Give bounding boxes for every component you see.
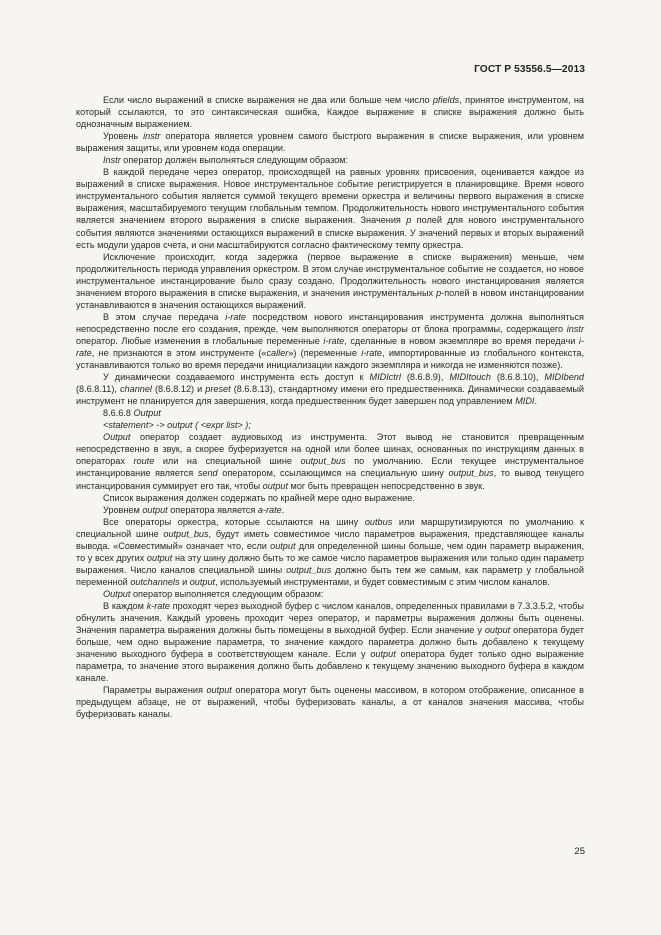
paragraph: Список выражения должен содержать по крайней мере одно выражение. — [103, 492, 415, 503]
paragraph: Instr оператор должен выполняться следующим образом: — [103, 155, 349, 166]
paragraph: Если число выражений в списке выражения не два или больше чем число pfields, принятое инструментом, на который ссылаются, то это синтаксическая ошибка, Каждое выражение в списке выражения должно быть однозначным выражением. — [76, 95, 584, 130]
paragraph: Output оператор создает аудиовыход из инструмента. Этот вывод не становится превращенным непосредственно в звук, а скорее буферизуется на одной или более шинах, основанных по инструкциям данных в операторах route или на специальной шине output_bus по умолчанию. Если текущее инструментальное инстанцирование является send оператором, ссылающимся на специальную шину output_bus, то вывод текущего инстанцирования суммирует его так, чтобы output мог быть превращен непосредственно в звук. — [76, 432, 584, 491]
paragraph: Исключение происходит, когда задержка (первое выражение в списке выражения) меньше, чем продолжительность периода управления оркестром. В этом случае инструментальное событие не создается, но новое инструментальное инстанцирование было сразу создано. Продолжительность нового инстанцирования является значением второго выражения в списке выражения, и значения инструментальных p-полей в новом инстанцировании устанавливаются в значения остающихся выражений. — [76, 251, 584, 310]
document-body — [76, 94, 584, 720]
section-heading: 8.6.6.8 Output — [103, 408, 161, 419]
paragraph: В каждом k-rate проходят через выходной буфер с числом каналов, определенных правилами в 7.3.3.5.2, чтобы обнулить значения. Каждый уровень проходит через оператор, и параметры выражения должны быть оценены. Значения параметра выражения должны быть помещены в выходной буфер. Если значение у output оператора будет больше, чем одно выражение параметра, то значение каждого параметра должно быть добавлено к текущему значению выходного буфера в соответствующем канале. Если у output оператора будет только одно выражение параметра, то значение этого выражения должно быть добавлено к текущему значению выходного буфера в каждом канале. — [76, 600, 584, 684]
page-number: 25 — [574, 846, 585, 857]
paragraph: В этом случае передача i-rate посредством нового инстанцирования инструмента должна выполняться непосредственно после его создания, прежде, чем выполняются операторы от блока программы, содержащего instr оператор. Любые изменения в глобальные переменные i-rate, сделанные в новом экземпляре во время передачи i-rate, не признаются в этом инструменте («caller») (переменные i-rate, импортированные из глобального контекста, устанавливаются только во время передачи инициализации каждого экземпляра и никогда не изменяются позже). — [76, 311, 585, 371]
paragraph: Все операторы оркестра, которые ссылаются на шину outbus или маршрутизируются по умолчанию к специальной шине output_bus, будут иметь совместимое число параметров выражения, представляющее каналы вывода. «Совместимый» означает что, если output для определенной шины больше, чем один параметр выражения, то у всех других output на эту шину должно быть то же самое число параметров выражения или только один параметр выражения. Число каналов специальной шины output_bus должно быть тем же самым, как параметр у глобальной переменной outchannels и output, используемый инструментами, и будет совместимым с этим числом каналов. — [76, 516, 584, 587]
paragraph: Параметры выражения output оператора могут быть оценены массивом, в котором отображение, описанное в предыдущем абзаце, не от выражений, чтобы буферизовать каналы, а от каналов значения массива, чтобы буферизовать каналы. — [76, 685, 584, 720]
document-standard-header: ГОСТ Р 53556.5—2013 — [474, 64, 585, 75]
paragraph: Уровнем output оператора является a-rate. — [103, 504, 285, 515]
paragraph: Уровень instr оператора является уровнем самого быстрого выражения в списке выражения, или уровнем выражения защиты, или уровнем кода операции. — [76, 131, 584, 154]
paragraph: В каждой передаче через оператор, происходящей на равных уровнях присвоения, оценивается каждое из выражений в списке выражения. Новое инструментальное событие регистрируется в планировщике. Время нового инструментального события является суммой текущего времени оркестра и величины первого выражения в списке выражения, масштабируемого текущим глобальным темпом. Продолжительность нового инструментального события является значением второго выражения в списке выражения. Значения p полей для нового инструментального события являются значениями остающихся выражений в списке выражения. У значений первых и вторых выражений есть модули ударов счета, и они масштабируются согласно фактическому темпу оркестра. — [76, 167, 584, 250]
paragraph: У динамически создаваемого инструмента есть доступ к MIDIctrl (8.6.8.9), MIDItouch (8.6.8.10), MIDIbend (8.6.8.11), channel (8.6.8.12) и preset (8.6.8.13), стандартному имени его предшественника. Динамически создаваемый инструмент не планируется для завершения, когда предшественник будет завершен под управлением MIDI. — [76, 372, 584, 407]
paragraph: Output оператор выполняется следующим образом: — [103, 588, 324, 599]
syntax-rule: <statement> -> output ( <expr list> ); — [103, 420, 251, 431]
